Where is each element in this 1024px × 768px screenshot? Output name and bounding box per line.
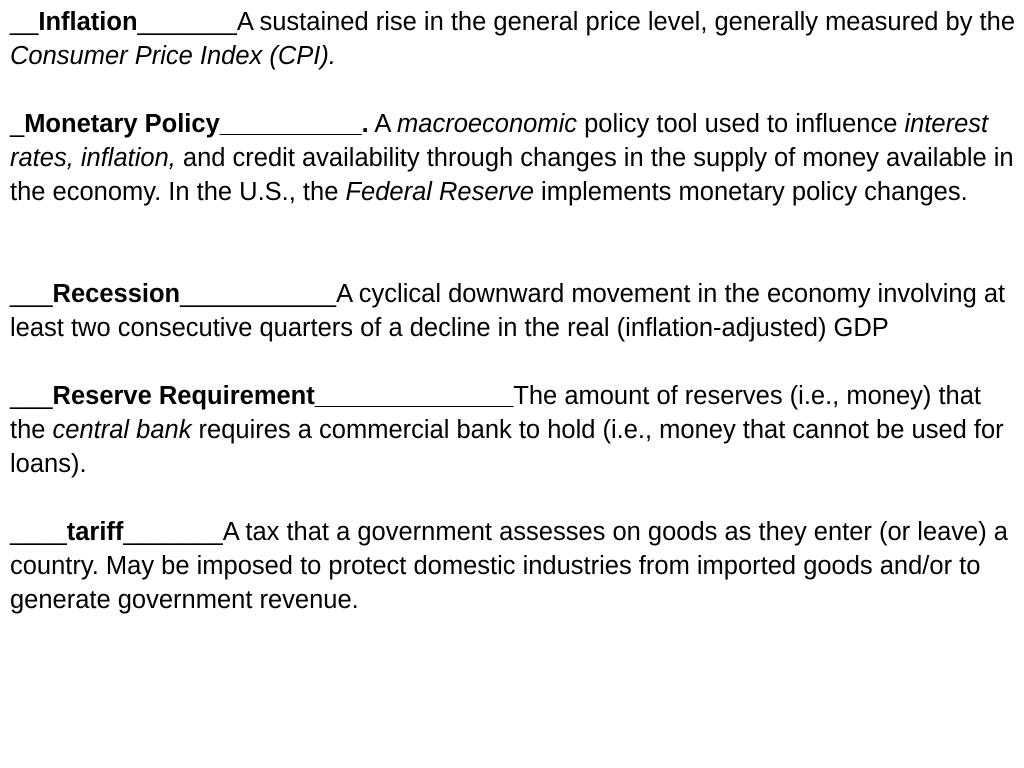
definition-text: A cyclical downward movement in the economy involving at least two consecutive quarters of a decline in the real (inflation-adjusted) GDP (10, 280, 1006, 342)
entry-recession (10, 277, 1018, 345)
blank-before: ___ (10, 280, 53, 308)
definition-text: policy tool used to influence (577, 110, 905, 138)
definition-emphasis: macroeconomic (397, 110, 578, 138)
definition-emphasis: central bank (52, 416, 192, 444)
entry-monetary-policy (10, 107, 1018, 209)
definition-emphasis: interest rates, inflation, (10, 110, 989, 172)
entry-tariff (10, 515, 1018, 617)
term-label: tariff (66, 518, 124, 546)
term-label: Inflation (38, 8, 138, 36)
vocabulary-sheet (10, 5, 1018, 617)
blank-before: ___ (10, 382, 53, 410)
definition-text: A (368, 110, 398, 138)
blank-before: __ (10, 8, 39, 36)
blank-before: ____ (10, 518, 67, 546)
blank-after: _______ (137, 8, 237, 36)
blank-after: _______ (123, 518, 223, 546)
term-label: Recession (52, 280, 181, 308)
definition-text: A tax that a government assesses on goods as they enter (or leave) a country. May be imposed to protect domestic industries from imported goods and/or to generate government revenue. (10, 518, 1008, 614)
term-label: Reserve Requirement______________ (52, 382, 514, 410)
definition-emphasis: Federal Reserve (345, 178, 534, 206)
definition-text: requires a commercial bank to hold (i.e., money that cannot be used for loans). (10, 416, 1004, 478)
definition-text: A sustained rise in the general price level, generally measured by the (236, 8, 1016, 36)
entry-reserve-requirement (10, 379, 1018, 481)
term-label: Monetary Policy__________. (24, 110, 369, 138)
entry-inflation (10, 5, 1018, 73)
definition-text: implements monetary policy changes. (533, 178, 968, 206)
definition-text: The amount of reserves (i.e., money) that the (10, 382, 982, 444)
blank-before: _ (10, 110, 25, 138)
definition-text: and credit availability through changes in the supply of money available in the economy. In the U.S., the (10, 144, 1014, 206)
blank-after: ___________ (180, 280, 337, 308)
definition-emphasis: Consumer Price Index (CPI). (10, 42, 336, 70)
